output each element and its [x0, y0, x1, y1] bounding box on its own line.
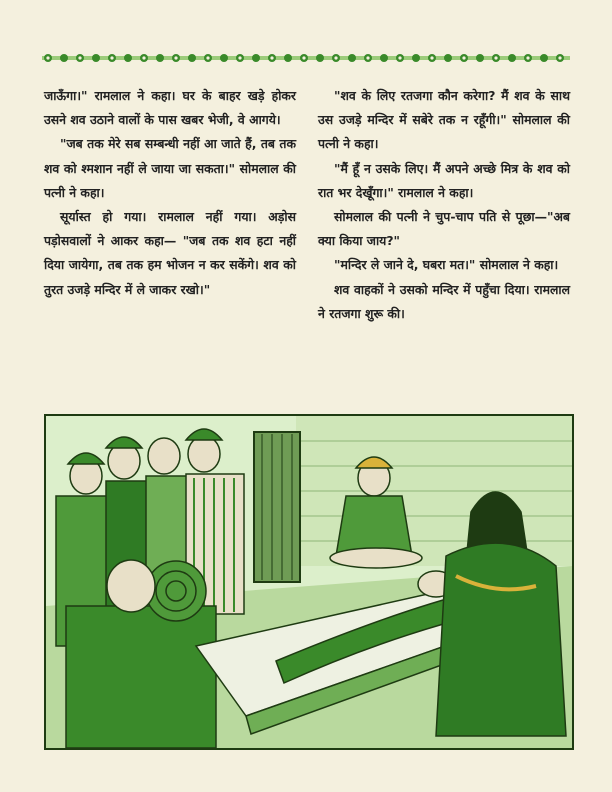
paragraph: "जब तक मेरे सब सम्बन्धी नहीं आ जाते हैं, तब तक शव को श्मशान नहीं ले जाया जा सकता।" सोमलाल की पत्नी ने कहा। [44, 136, 296, 200]
story-illustration [44, 414, 574, 750]
paragraph: "शव के लिए रतजगा कौन करेगा? मैं शव के साथ उस उजड़े मन्दिर में सबेरे तक न रहूँगी।" सोमलाल की पत्नी ने कहा। [318, 88, 570, 152]
paragraph: जाऊँगा।" रामलाल ने कहा। घर के बाहर खड़े होकर उसने शव उठाने वालों के पास खबर भेजी, वे आगये। [44, 88, 296, 128]
paragraph: शव वाहकों ने उसको मन्दिर में पहुँचा दिया। रामलाल ने रतजगा शुरू की। [318, 281, 570, 321]
illustration-drawing [46, 416, 572, 748]
left-text-column [44, 84, 296, 302]
paragraph: सोमलाल की पत्नी ने चुप-चाप पति से पूछा—"अब क्या किया जाय?" [318, 209, 570, 249]
paragraph: "मैं हूँ न उसके लिए। मैं अपने अच्छे मित्र के शव को रात भर देखूँगा।" रामलाल ने कहा। [318, 160, 570, 200]
right-text-column [318, 84, 570, 326]
paragraph: सूर्यास्त हो गया। रामलाल नहीं गया। अड़ोस पड़ोसवालों ने आकर कहा— "जब तक शव हटा नहीं दिया जायेगा, तब तक हम भोजन न कर सकेंगे। शव को तुरत उजड़े मन्दिर में ले जाकर रखो।" [44, 209, 296, 297]
paragraph: "मन्दिर ले जाने दे, घबरा मत।" सोमलाल ने कहा। [334, 257, 559, 273]
decorative-border [42, 50, 570, 66]
